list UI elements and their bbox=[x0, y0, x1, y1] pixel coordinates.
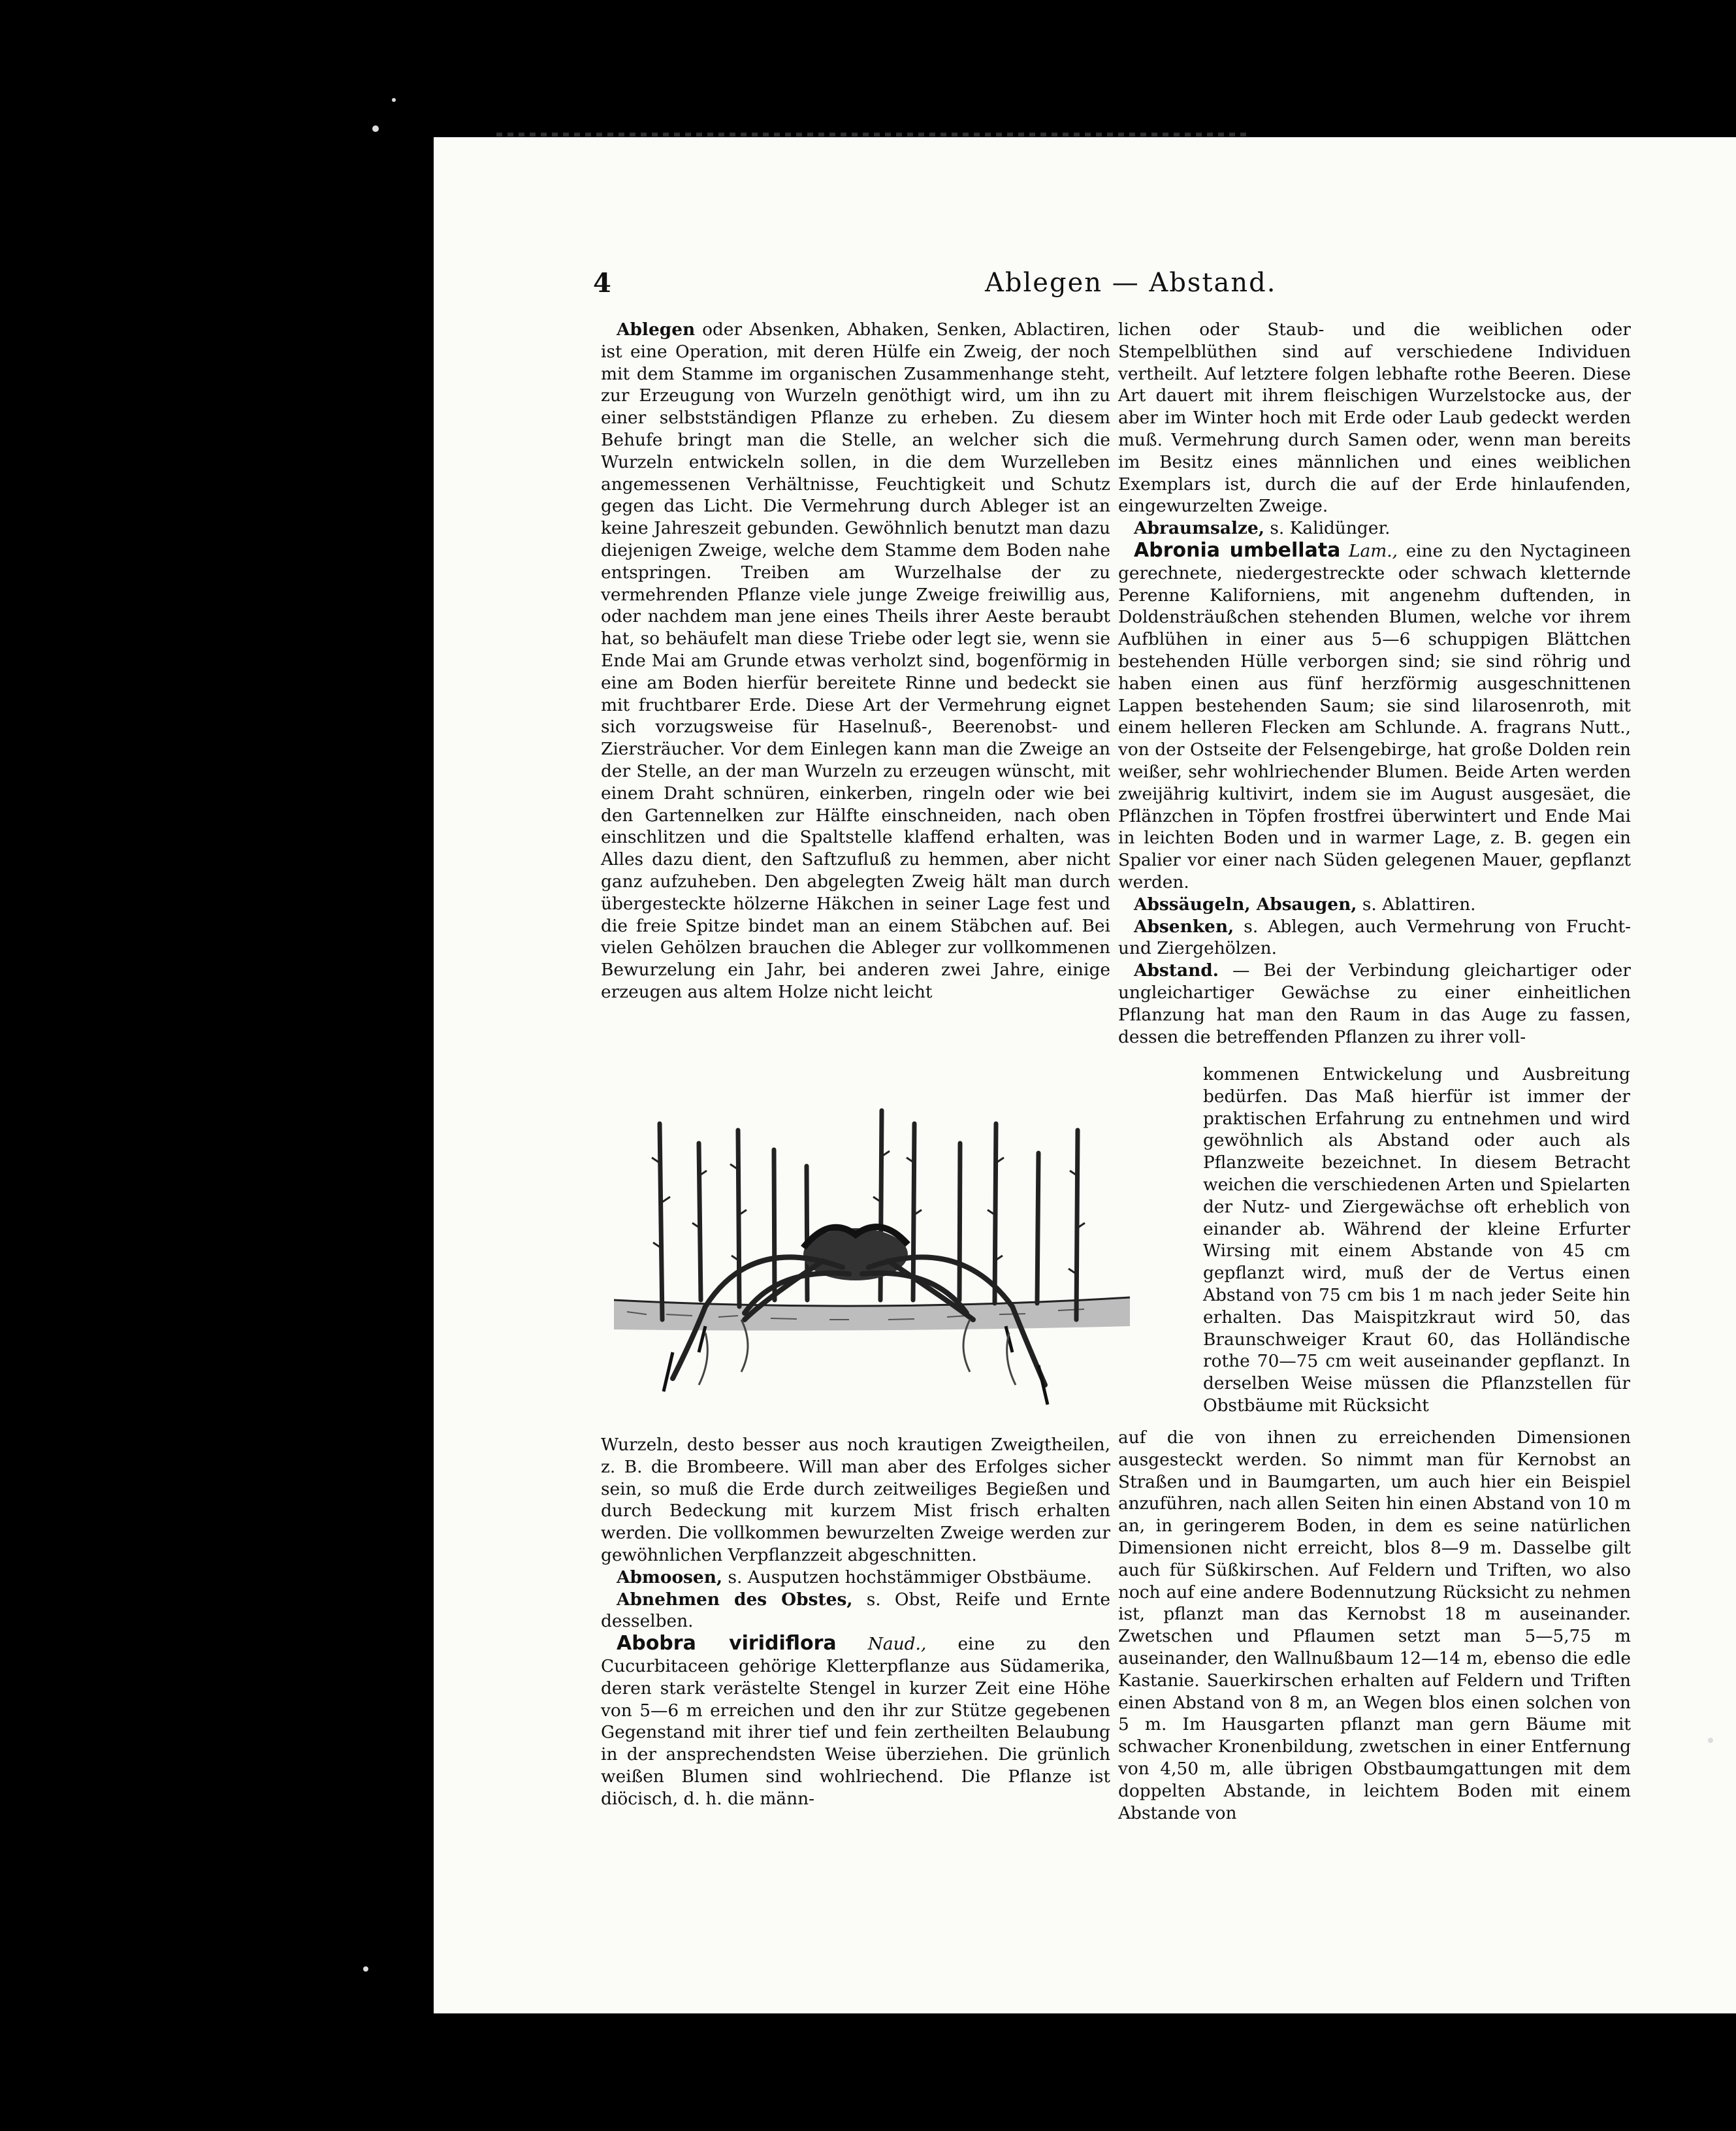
column-right-bottom bbox=[1118, 1427, 1631, 1884]
entry-text: s. Kalidünger. bbox=[1264, 518, 1390, 539]
column-left-bottom bbox=[601, 1434, 1110, 1885]
figure bbox=[607, 1104, 1130, 1418]
entry-headword: Abraumsalze, bbox=[1134, 518, 1264, 539]
entry-text: s. Ablegen, auch Vermehrung von Frucht- und Ziergehölzen. bbox=[1118, 916, 1631, 959]
entry bbox=[1118, 1427, 1631, 1824]
entry-text: eine zu den Cucurbitaceen gehörige Kletterpflanze aus Südamerika, deren stark verästelte Stengel in kurzer Zeit eine Höhe von 5—6 m erreichen und den ihr zur Stütze gegebenen Gegenstand mit ihrer tief und fein zertheilten Belaubung in der ansprechendsten Weise überziehen. Die grünlich weißen Blumen sind wohlriechend. Die Pflanze ist diöcisch, d. h. die männ- bbox=[601, 1634, 1111, 1809]
speck bbox=[392, 98, 396, 102]
column-right-top bbox=[1118, 319, 1631, 1064]
entry bbox=[1203, 1064, 1630, 1417]
column-right-narrow bbox=[1203, 1064, 1630, 1425]
entry bbox=[1118, 517, 1631, 540]
entry bbox=[1118, 319, 1631, 517]
entry bbox=[601, 1567, 1110, 1589]
entry-text: s. Ablattiren. bbox=[1357, 894, 1476, 915]
entry-headword: Abnehmen des Obstes, bbox=[617, 1589, 853, 1610]
entry bbox=[1118, 894, 1631, 916]
entry bbox=[601, 1633, 1110, 1810]
entry-text: lichen oder Staub- und die weiblichen oder Stempelblüthen sind auf verschiedene Individuen vertheilt. Auf letztere folgen lebhafte rothe Beeren. Diese Art dauert mit ihrem fleischigen Wurzelstocke aus, der aber im Winter hoch mit Erde oder Laub gedeckt werden muß. Vermehrung durch Samen oder, wenn man bereits im Besitz eines männlichen und eines weiblichen Exemplars ist, durch die auf der Erde hinlaufenden, eingewurzelten Zweige. bbox=[1118, 319, 1631, 517]
entry-headword: Abstand. bbox=[1134, 960, 1219, 981]
entry bbox=[601, 1434, 1110, 1567]
entry bbox=[1118, 916, 1631, 960]
entry-headword: Abmoosen, bbox=[617, 1567, 723, 1587]
entry-author: Naud., bbox=[836, 1634, 927, 1655]
entry-headword: Abobra viridiflora bbox=[617, 1632, 837, 1655]
layering-illustration-icon bbox=[607, 1104, 1130, 1418]
entry-headword: Absenken, bbox=[1134, 916, 1234, 937]
entry-text: Wurzeln, desto besser aus noch krautigen Zweigtheilen, z. B. die Brombeere. Will man aber des Erfolges sicher sein, so muß die Erde durch zeitweiliges Begießen und durch Bedeckung mit kurzem Mist frisch erhalten werden. Die vollkommen bewurzelten Zweige werden zur gewöhnlichen Verpflanzzeit abgeschnitten. bbox=[601, 1435, 1110, 1565]
entry-text: s. Obst, Reife und Ernte desselben. bbox=[601, 1589, 1110, 1632]
entry-headword: Abssäugeln, Absaugen, bbox=[1134, 894, 1357, 915]
page-number: 4 bbox=[593, 268, 611, 299]
entry bbox=[1118, 540, 1631, 894]
entry-text: — Bei der Verbindung gleichartiger oder ungleichartiger Gewächse zu einer einheitlichen Pflanzung hat man den Raum in das Auge zu fassen, dessen die betreffenden Pflanzen zu ihrer voll- bbox=[1118, 960, 1631, 1047]
entry-text: oder Absenken, Abhaken, Senken, Ablactiren, ist eine Operation, mit deren Hülfe ein Zweig, der noch mit dem Stamme im organischen Zusammenhange steht, zur Erzeugung von Wurzeln genöthigt wird, um ihn zu einer selbstständigen Pflanze zu erheben. Zu diesem Behufe bringt man die Stelle, an welcher sich die Wurzeln entwickeln sollen, in die dem Wurzelleben angemessenen Verhältnisse, Feuchtigkeit und Schutz gegen das Licht. Die Vermehrung durch Ableger ist an keine Jahreszeit gebunden. Gewöhnlich benutzt man dazu diejenigen Zweige, welche dem Stamme dem Boden nahe entspringen. Treiben am Wurzelhalse der zu vermehrenden Pflanze viele junge Zweige freiwillig aus, oder nachdem man jene eines Theils ihrer Aeste beraubt hat, so behäufelt man diese Triebe oder legt sie, wenn sie Ende Mai am Grunde etwas verholzt sind, bogenförmig in eine am Boden hierfür bereitete Rinne und bedeckt sie mit fruchtbarer Erde. Diese Art der Vermehrung eignet sich vorzugsweise für Haselnuß-, Beerenobst- und Ziersträucher. Vor dem Einlegen kann man die Zweige an der Stelle, an der man Wurzeln zu erzeugen wünscht, mit einem Draht schnüren, einkerben, ringeln oder wie bei den Gartennelken zur Hälfte einschneiden, nach oben einschlitzen und die Spaltstelle klaffend erhalten, was Alles dazu dient, den Saftzufluß zu hemmen, aber nicht ganz aufzuheben. Den abgelegten Zweig hält man durch übergesteckte hölzerne Häkchen in seiner Lage fest und die freie Spitze bindet man an einem Stäbchen auf. Bei vielen Gehölzen brauchen die Ableger zur vollkommenen Bewurzelung ein Jahr, bei anderen zwei Jahre, einige erzeugen aus altem Holze nicht leicht bbox=[601, 319, 1110, 1002]
speck bbox=[372, 125, 379, 132]
column-left-top bbox=[601, 319, 1110, 1103]
entry bbox=[1118, 960, 1631, 1048]
page-header bbox=[593, 268, 1638, 307]
entry-author: Lam., bbox=[1340, 540, 1398, 561]
entry-headword: Abronia umbellata bbox=[1134, 538, 1341, 562]
speck bbox=[363, 1966, 368, 1972]
entry-text: s. Ausputzen hochstämmiger Obstbäume. bbox=[722, 1567, 1092, 1587]
entry-text: kommenen Entwickelung und Ausbreitung bedürfen. Das Maß hierfür ist immer der praktischen Erfahrung zu entnehmen und wird gewöhnlich als Abstand oder auch als Pflanzweite bezeichnet. In diesem Betracht weichen die verschiedenen Arten und Spielarten der Nutz- und Ziergewächse oft erheblich von einander ab. Während der kleine Erfurter Wirsing mit einem Abstande von 45 cm gepflanzt wird, muß der de Vertus einen Abstand von 75 cm bis 1 m nach jeder Seite hin erhalten. Das Maispitzkraut wird 50, das Braunschweiger Kraut 60, das Holländische rothe 70—75 cm weit auseinander gepflanzt. In derselben Weise müssen die Pflanzstellen für Obstbäume mit Rücksicht bbox=[1203, 1064, 1630, 1416]
entry bbox=[601, 319, 1110, 1003]
speck bbox=[1708, 1738, 1713, 1743]
top-edge-rule bbox=[496, 133, 1247, 137]
entry-text: eine zu den Nyctagineen gerechnete, niedergestreckte oder schwach kletternde Perenne Kaliforniens, mit angenehm duftenden, in Doldensträußchen stehenden Blumen, welche vor ihrem Aufblühen in einer aus 5—6 schuppigen Blättchen bestehenden Hülle verborgen sind; sie sind röhrig und haben einen aus fünf herzförmig ausgeschnittenen Lappen bestehenden Saum; sie sind lilarosenroth, mit einem helleren Flecken am Schlunde. A. fragrans Nutt., von der Ostseite der Felsengebirge, hat große Dolden rein weißer, sehr wohlriechender Blumen. Beide Arten werden zweijährig kultivirt, indem sie im August ausgesäet, die Pflänzchen in Töpfen frostfrei überwintert und Ende Mai in leichten Boden und in warmer Lage, z. B. gegen ein Spalier vor einer nach Süden gelegenen Mauer, gepflanzt werden. bbox=[1118, 540, 1631, 892]
running-title: Ablegen — Abstand. bbox=[985, 268, 1277, 298]
entry bbox=[601, 1589, 1110, 1633]
entry-text: auf die von ihnen zu erreichenden Dimensionen ausgesteckt werden. So nimmt man für Kernobst an Straßen und in Baumgarten, um auch hier ein Beispiel anzuführen, nach allen Seiten hin einen Abstand von 10 m an, in geringerem Boden, in dem es seine natürlichen Dimensionen nicht erreicht, blos 8—9 m. Dasselbe gilt auch für Süßkirschen. Auf Feldern und Triften, wo also noch auf eine andere Bodennutzung Rücksicht zu nehmen ist, pflanzt man das Kernobst 18 m auseinander. Zwetschen und Pflaumen setzt man 5—5,75 m auseinander, den Wallnußbaum 12—14 m, ebenso die edle Kastanie. Sauerkirschen erhalten auf Feldern und Triften einen Abstand von 8 m, an Wegen blos einen solchen von 5 m. Im Hausgarten pflanzt man gern Bäume mit schwacher Kronenbildung, zwetschen in einer Entfernung von 4,50 m, alle übrigen Obstbaumgattungen mit dem doppelten Abstande, in leichtem Boden mit einem Abstande von bbox=[1118, 1427, 1631, 1823]
entry-headword: Ablegen bbox=[617, 319, 696, 340]
